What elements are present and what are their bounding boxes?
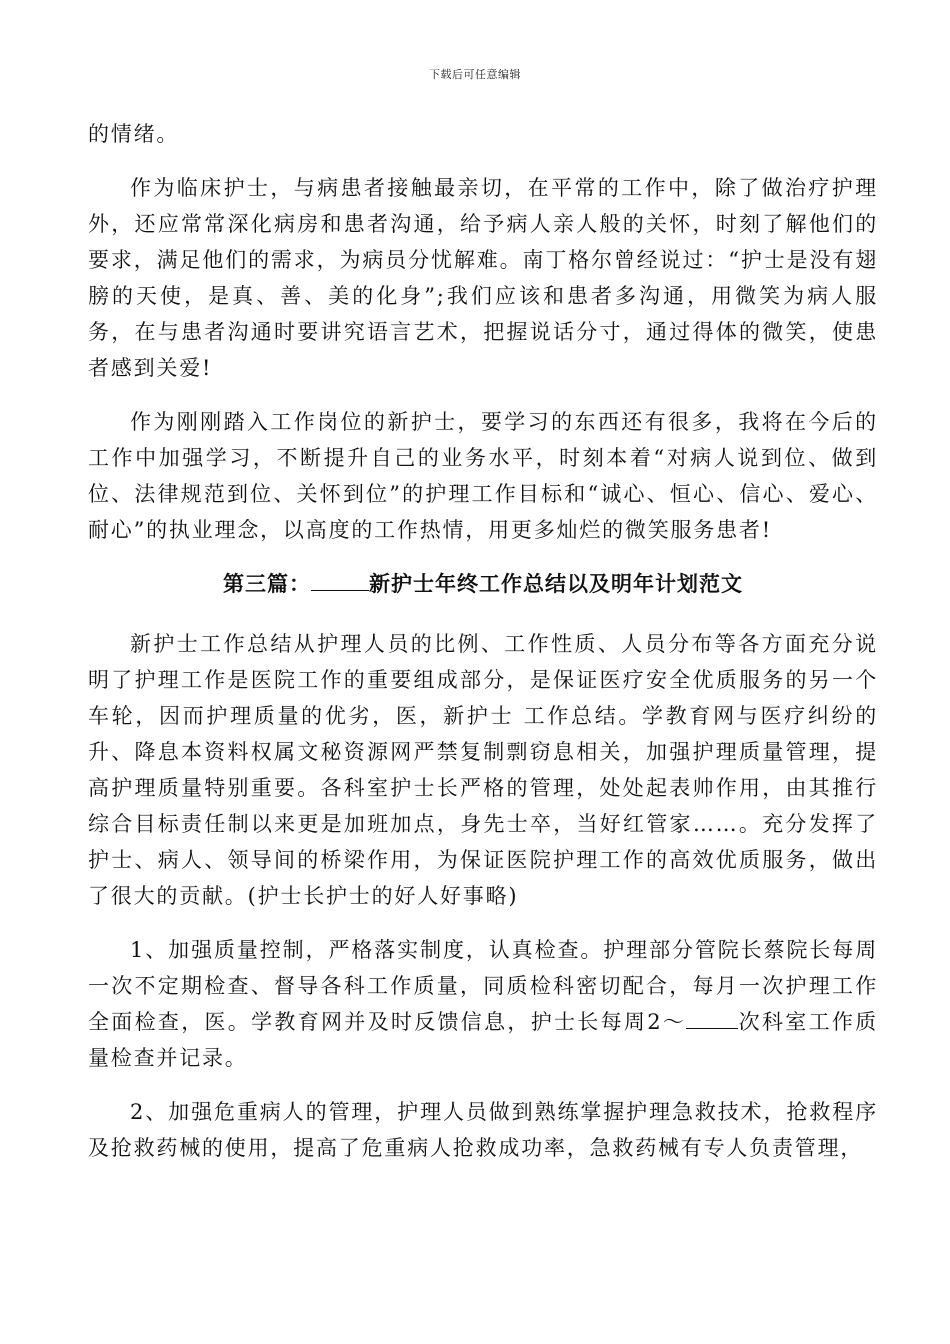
paragraph-continued: 的情绪。 [88, 122, 180, 146]
item-1-text: 1、加强质量控制，严格落实制度，认真检查。护理部分管院长蔡院长每周一次不定期检查、督导各科工作质量，同质检科密切配合，每月一次护理工作全面检查，医。学教育网并及时反馈信息，护士长每周2～ [88, 938, 878, 1034]
item-1-text-end: 次科室工作质量检查并记录。 [88, 1010, 878, 1070]
heading-title: 新护士年终工作总结以及明年计划范文 [369, 571, 743, 596]
paragraph-summary: 新护士工作总结从护理人员的比例、工作性质、人员分布等各方面充分说明了护理工作是医院工作的重要组成部分，是保证医疗安全优质服务的另一个车轮，因而护理质量的优劣，医，新护士 工作总结。学教育网与医疗纠纷的升、降息本资料权属文秘资源网严禁复制剽窃息相关，加强护理质量管理，提高护理质量特别重要。各科室护士长严格的管理，处处起表帅作用，由其推行综合目标责任制以来更是加班加点，身先士卒，当好红管家……。充分发挥了护士、病人、领导间的桥梁作用，为保证医院护理工作的高效优质服务，做出了很大的贡献。(护士长护士的好人好事略) [88, 632, 878, 908]
paragraph-item-1 [88, 932, 878, 1076]
document-body [88, 116, 878, 1184]
item-1-blank [686, 1010, 738, 1029]
heading-prefix: 第三篇： [223, 571, 311, 596]
paragraph-new-nurse: 作为刚刚踏入工作岗位的新护士，要学习的东西还有很多，我将在今后的工作中加强学习，不断提升自己的业务水平，时刻本着“对病人说到位、做到位、法律规范到位、关怀到位”的护理工作目标和“诚心、恒心、信心、爱心、耐心”的执业理念，以高度的工作热情，用更多灿烂的微笑服务患者! [88, 410, 878, 542]
heading-blank [311, 570, 369, 591]
section-heading [88, 566, 878, 602]
paragraph-clinical-nurse: 作为临床护士，与病患者接触最亲切，在平常的工作中，除了做治疗护理外，还应常常深化病房和患者沟通，给予病人亲人般的关怀，时刻了解他们的要求，满足他们的需求，为病员分忧解难。南丁格尔曾经说过：“护士是没有翅膀的天使，是真、善、美的化身”;我们应该和患者多沟通，用微笑为病人服务，在与患者沟通时要讲究语言艺术，把握说话分寸，通过得体的微笑，使患者感到关爱! [88, 176, 878, 380]
page-header-note: 下载后可任意编辑 [429, 68, 521, 81]
paragraph-item-2: 2、加强危重病人的管理，护理人员做到熟练掌握护理急救技术，抢救程序及抢救药械的使用，提高了危重病人抢救成功率，急救药械有专人负责管理， [88, 1100, 878, 1160]
